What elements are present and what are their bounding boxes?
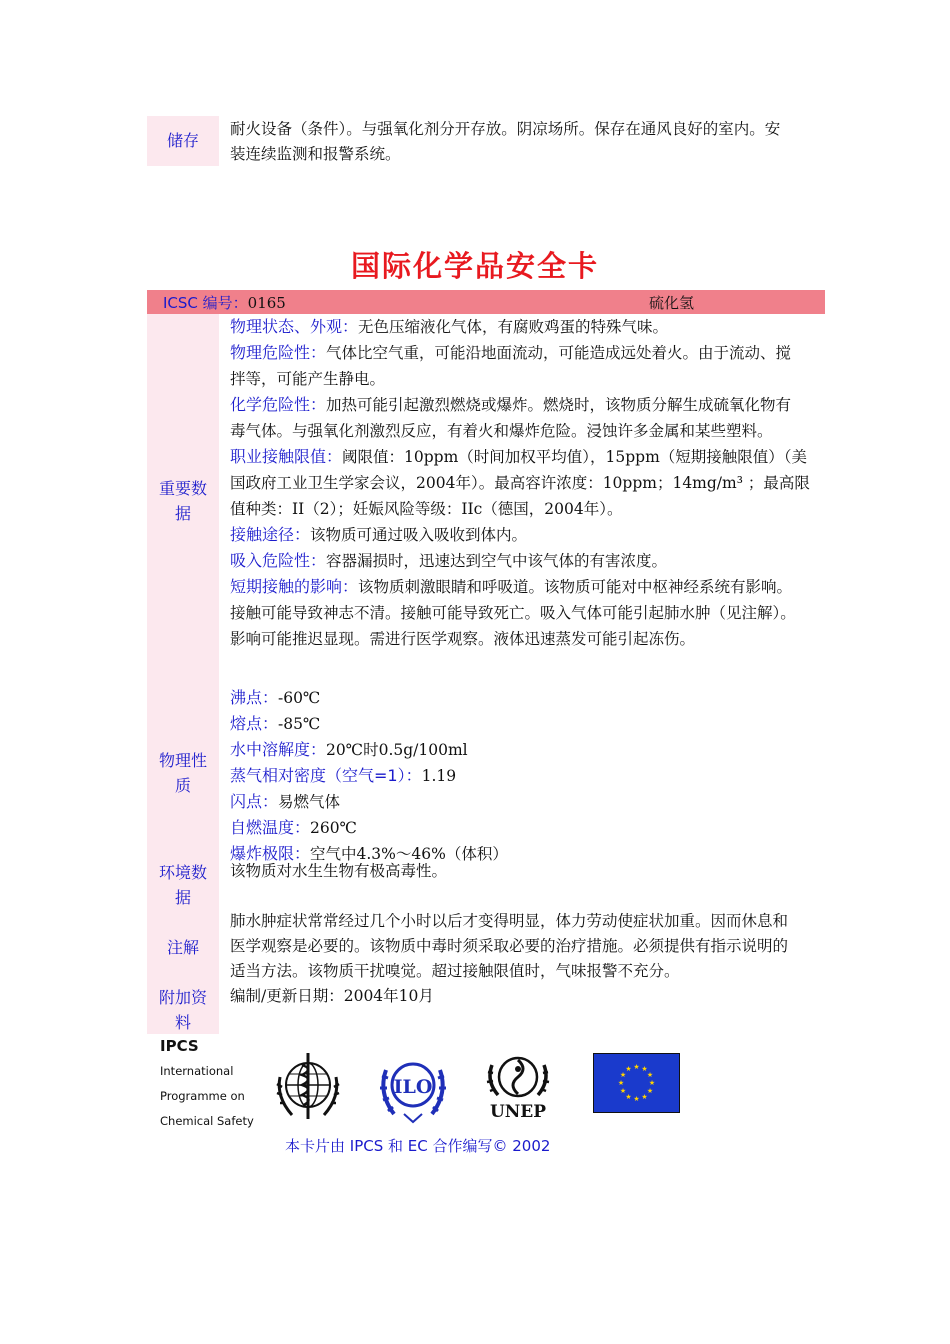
unep-logo-icon bbox=[484, 1047, 552, 1121]
svg-text:UNEP: UNEP bbox=[489, 1102, 547, 1121]
ilo-logo-icon bbox=[376, 1048, 450, 1124]
chemical-name: 硫化氢 bbox=[649, 294, 695, 312]
svg-text:★: ★ bbox=[641, 1065, 648, 1073]
important-row: 职业接触限值：阈限值：10ppm（时间加权平均值），15ppm（短期接触限值）（美 bbox=[230, 447, 808, 466]
notes-line: 肺水肿症状常常经过几个小时以后才变得明显，体力劳动使症状加重。因而休息和 bbox=[230, 912, 789, 930]
important-row: 物理状态、外观：无色压缩液化气体，有腐败鸡蛋的特殊气味。 bbox=[230, 317, 669, 336]
property-row: 水中溶解度：20℃时0.5g/100ml bbox=[230, 740, 468, 759]
ipcs-line: Programme on bbox=[160, 1089, 245, 1103]
important-row: 短期接触的影响：该物质刺激眼睛和呼吸道。该物质可能对中枢神经系统有影响。 bbox=[230, 577, 793, 596]
physical-properties-label: 物理性 质 bbox=[158, 751, 207, 795]
property-row: 闪点：易燃气体 bbox=[230, 792, 341, 811]
svg-text:★: ★ bbox=[646, 1087, 654, 1095]
important-row: 国政府工业卫生学家会议，2004年）。最高容许浓度：10ppm；14mg/m³ ；最高限 bbox=[230, 474, 810, 492]
storage-label: 储存 bbox=[147, 116, 219, 166]
additional-info-content: 编制/更新日期：2004年10月 bbox=[230, 987, 434, 1005]
important-row: 吸入危险性：容器漏损时，迅速达到空气中该气体的有害浓度。 bbox=[230, 551, 668, 570]
svg-text:★: ★ bbox=[619, 1087, 627, 1095]
notes-content bbox=[230, 909, 788, 984]
important-row: 物理危险性：气体比空气重，可能沿地面流动，可能造成远处着火。由于流动、搅 bbox=[230, 343, 792, 362]
notes-line: 医学观察是必要的。该物质中毒时须采取必要的治疗措施。必须提供有指示说明的 bbox=[230, 937, 789, 955]
important-row: 影响可能推迟显现。需进行医学观察。液体迅速蒸发可能引起冻伤。 bbox=[230, 630, 696, 648]
left-label-column bbox=[147, 314, 219, 1034]
important-row: 值种类：II（2）；妊娠风险等级：IIc（德国，2004年）。 bbox=[230, 500, 623, 518]
notes-label: 注解 bbox=[166, 938, 199, 957]
notes-line: 适当方法。该物质干扰嗅觉。超过接触限值时，气味报警不充分。 bbox=[230, 962, 680, 980]
storage-text bbox=[230, 117, 780, 167]
svg-text:★: ★ bbox=[633, 1063, 640, 1071]
property-row: 熔点：-85℃ bbox=[230, 714, 321, 733]
card-title: 国际化学品安全卡 bbox=[350, 249, 599, 283]
property-row: 自燃温度：260℃ bbox=[230, 818, 357, 837]
environment-label: 环境数 据 bbox=[158, 863, 207, 907]
ipcs-line: International bbox=[160, 1064, 234, 1078]
important-row: 接触可能导致神志不清。接触可能导致死亡。吸入气体可能引起肺水肿（见注解）。 bbox=[230, 604, 796, 622]
svg-text:★: ★ bbox=[633, 1095, 640, 1103]
eu-flag-icon bbox=[593, 1053, 680, 1113]
ipcs-abbr: IPCS bbox=[160, 1037, 199, 1055]
environment-content: 该物质对水生生物有极高毒性。 bbox=[230, 862, 448, 880]
important-data-label: 重要数 据 bbox=[158, 479, 207, 523]
svg-text:★: ★ bbox=[648, 1079, 656, 1087]
storage-line: 装连续监测和报警系统。 bbox=[230, 145, 401, 163]
svg-text:★: ★ bbox=[625, 1065, 632, 1073]
svg-text:★: ★ bbox=[625, 1093, 632, 1101]
physical-properties-content bbox=[230, 685, 508, 867]
icsc-id: ICSC 编号：0165 bbox=[163, 294, 286, 312]
svg-text:ILO: ILO bbox=[393, 1076, 433, 1098]
svg-text:★: ★ bbox=[617, 1079, 625, 1087]
property-row: 爆炸极限：空气中4.3%～46%（体积） bbox=[230, 844, 508, 863]
svg-text:★: ★ bbox=[646, 1071, 654, 1079]
who-logo-icon bbox=[272, 1047, 344, 1125]
important-row: 化学危险性：加热可能引起激烈燃烧或爆炸。燃烧时，该物质分解生成硫氧化物有 bbox=[230, 395, 792, 414]
important-row: 拌等，可能产生静电。 bbox=[230, 370, 386, 388]
important-row: 接触途径：该物质可通过吸入吸收到体内。 bbox=[230, 525, 528, 544]
svg-text:★: ★ bbox=[641, 1093, 648, 1101]
important-data-content bbox=[230, 314, 830, 652]
property-row: 沸点：-60℃ bbox=[230, 688, 321, 707]
ipcs-line: Chemical Safety bbox=[160, 1114, 254, 1128]
icsc-header-bar bbox=[147, 290, 825, 314]
ipcs-block bbox=[160, 1034, 254, 1134]
svg-text:★: ★ bbox=[619, 1071, 627, 1079]
property-row: 蒸气相对密度（空气=1）：1.19 bbox=[230, 766, 457, 785]
important-row: 毒气体。与强氧化剂激烈反应，有着火和爆炸危险。浸蚀许多金属和某些塑料。 bbox=[230, 422, 773, 440]
footer-credit: 本卡片由 IPCS 和 EC 合作编写© 2002 bbox=[285, 1137, 551, 1155]
additional-info-label: 附加资 料 bbox=[158, 988, 207, 1032]
storage-line: 耐火设备（条件）。与强氧化剂分开存放。阴凉场所。保存在通风良好的室内。安 bbox=[230, 120, 781, 138]
